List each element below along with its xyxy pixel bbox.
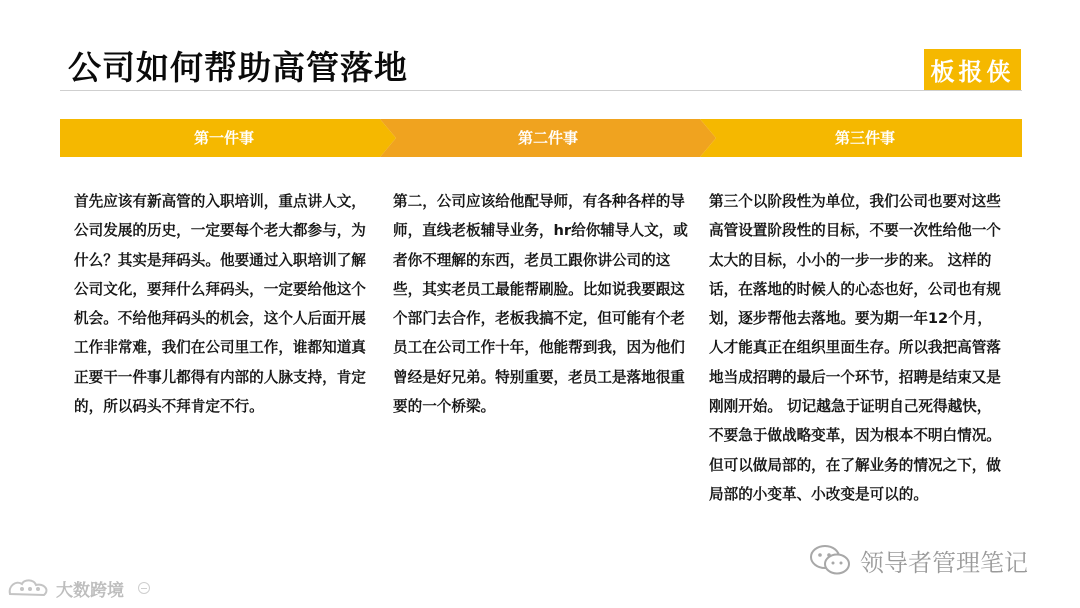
title-divider	[60, 90, 1022, 91]
wechat-icon	[808, 543, 852, 577]
wechat-watermark	[808, 542, 1028, 578]
steps-banner	[60, 119, 1022, 157]
slide-title: 公司如何帮助高管落地	[68, 48, 408, 87]
step-1-label: 第一件事	[193, 129, 254, 147]
source-logo-icon	[6, 576, 52, 600]
source-watermark-text: 大数跨境	[56, 580, 124, 601]
step-3-text: 第三个以阶段性为单位，我们公司也要对这些高管设置阶段性的目标，不要一次性给他一个太大的目标，小小的一步一步的来。 这样的话，在落地的时候人的心态也好，公司也有规划，逐步帮他去落地。要为期一年12个月，人才能真正在组织里面生存。所以我把高管落地当成招聘的最后一个环节，招聘是结束又是刚刚开始。 切记越急于证明自己死得越快，不要急于做战略变革，因为根本不明白情况。但可以做局部的，在了解业务的情况之下，做局部的小变革、小改变是可以的。	[709, 193, 1001, 503]
minus-circle-icon	[138, 582, 150, 594]
source-watermark	[6, 574, 150, 602]
step-3-label: 第三件事	[834, 129, 895, 147]
step-2-text: 第二，公司应该给他配导师，有各种各样的导师，直线老板辅导业务，hr给你辅导人文，或者你不理解的东西，老员工跟你讲公司的这些，其实老员工最能帮刷脸。比如说我要跟这个部门去合作，老板我搞不定，但可能有个老员工在公司工作十年，他能帮到我，因为他们曾经是好兄弟。特别重要，老员工是落地很重要的一个桥梁。	[393, 193, 688, 416]
step-1-text: 首先应该有新高管的入职培训，重点讲人文，公司发展的历史，一定要每个老大都参与，为什么？其实是拜码头。他要通过入职培训了解公司文化，要拜什么拜码头，一定要给他这个机会。不给他拜码头的机会，这个人后面开展工作非常难，我们在公司里工作，谁都知道真正要干一件事儿都得有内部的人脉支持，肯定的，所以码头不拜肯定不行。	[74, 193, 366, 416]
wechat-watermark-text: 领导者管理笔记	[860, 548, 1028, 577]
brand-logo: 板报侠	[924, 49, 1021, 90]
step-2-label: 第二件事	[517, 129, 578, 147]
